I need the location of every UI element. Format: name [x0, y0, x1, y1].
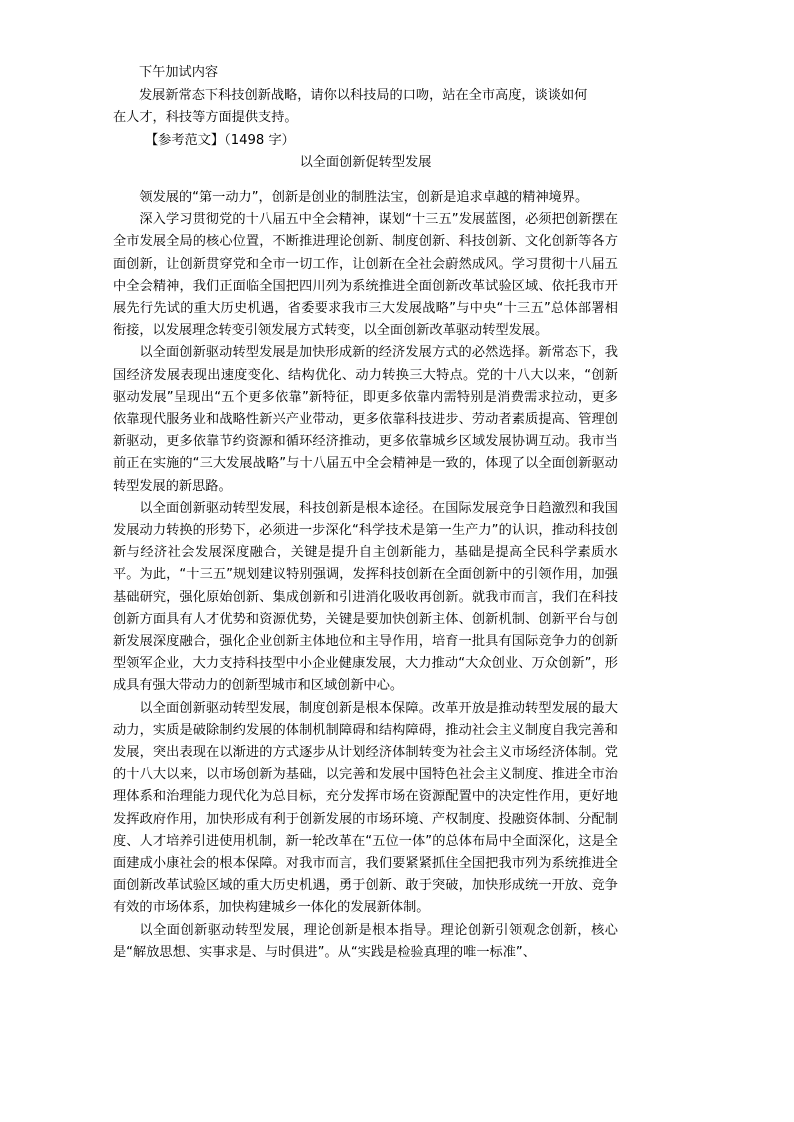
exam-section-heading: 下午加试内容 [139, 65, 219, 80]
essay-paragraph-2: 深入学习贯彻党的十八届五中全会精神，谋划“十三五”发展蓝图，必须把创新摆在全市发展全局的核心位置，不断推进理论创新、制度创新、科技创新、文化创新等各方面创新，让创新贯穿党和全市一切工作，让创新在全社会蔚然成风。学习贯彻十八届五中全会精神，我们正面临全国把四川列为系统推进全面创新改革试验区域、依托我市开展先行先试的重大历史机遇，省委要求我市三大发展战略”与中央“十三五”总体部署相衔接，以发展理念转变引领发展方式转变，以全面创新改革驱动转型发展。 [113, 212, 618, 339]
essay-paragraph-3: 以全面创新驱动转型发展是加快形成新的经济发展方式的必然选择。新常态下，我国经济发展表现出速度变化、结构优化、动力转换三大特点。党的十八大以来，“创新驱动发展”呈现出“五个更多依靠”新特征，即更多依靠内需特别是消费需求拉动，更多依靠现代服务业和战略性新兴产业带动，更多依靠科技进步、劳动者素质提高、管理创新驱动，更多依靠节约资源和循环经济推动，更多依靠城乡区域发展协调互动。我市当前正在实施的“三大发展战略”与十八届五中全会精神是一致的，体现了以全面创新驱动转型发展的新思路。 [113, 345, 618, 494]
essay-paragraph-6: 以全面创新驱动转型发展，理论创新是根本指导。理论创新引领观念创新，核心是“解放思想、实事求是、与时俱进”。从“实践是检验真理的唯一标准”、 [113, 922, 618, 960]
reference-label: 【参考范文】（1498 字） [145, 132, 295, 148]
question-line-2: 在人才，科技等方面提供支持。 [113, 110, 298, 126]
essay-paragraph-5: 以全面创新驱动转型发展，制度创新是根本保障。改革开放是推动转型发展的最大动力，实质是破除制约发展的体制机制障碍和结构障碍，推动社会主义制度自我完善和发展，突出表现在以渐进的方式逐步从计划经济体制转变为社会主义市场经济体制。党的十八大以来，以市场创新为基础，以完善和发展中国特色社会主义制度、推进全市治理体系和治理能力现代化为总目标，充分发挥市场在资源配置中的决定性作用，更好地发挥政府作用，加快形成有利于创新发展的市场环境、产权制度、投融资体制、分配制度、人才培养引进使用机制，新一轮改革在“五位一体”的总体布局中全面深化，这是全面建成小康社会的根本保障。对我市而言，我们要紧紧抓住全国把我市列为系统推进全面创新改革试验区域的重大历史机遇，勇于创新、敢于突破，加快形成统一开放、竞争有效的市场体系，加快构建城乡一体化的发展新体制。 [113, 700, 618, 916]
essay-paragraph-4: 以全面创新驱动转型发展，科技创新是根本途径。在国际发展竞争日趋激烈和我国发展动力转换的形势下，必须进一步深化“科学技术是第一生产力”的认识，推动科技创新与经济社会发展深度融合，关键是提升自主创新能力，基础是提高全民科学素质水平。为此，“十三五”规划建议特别强调，发挥科技创新在全面创新中的引领作用，加强基础研究，强化原始创新、集成创新和引进消化吸收再创新。就我市而言，我们在科技创新方面具有人才优势和资源优势，关键是要加快创新主体、创新机制、创新平台与创新发展深度融合，强化企业创新主体地位和主导作用，培育一批具有国际竞争力的创新型领军企业，大力支持科技型中小企业健康发展，大力推动“大众创业、万众创新”，形成具有强大带动力的创新型城市和区域创新中心。 [113, 500, 618, 694]
document-page [113, 62, 618, 964]
essay-title: 以全面创新促转型发展 [299, 155, 432, 171]
question-line-1: 发展新常态下科技创新战略，请你以科技局的口吻，站在全市高度，谈谈如何 [139, 87, 588, 103]
essay-paragraph-1: 领发展的“第一动力”，创新是创业的制胜法宝，创新是追求卓越的精神境界。 [139, 189, 589, 205]
